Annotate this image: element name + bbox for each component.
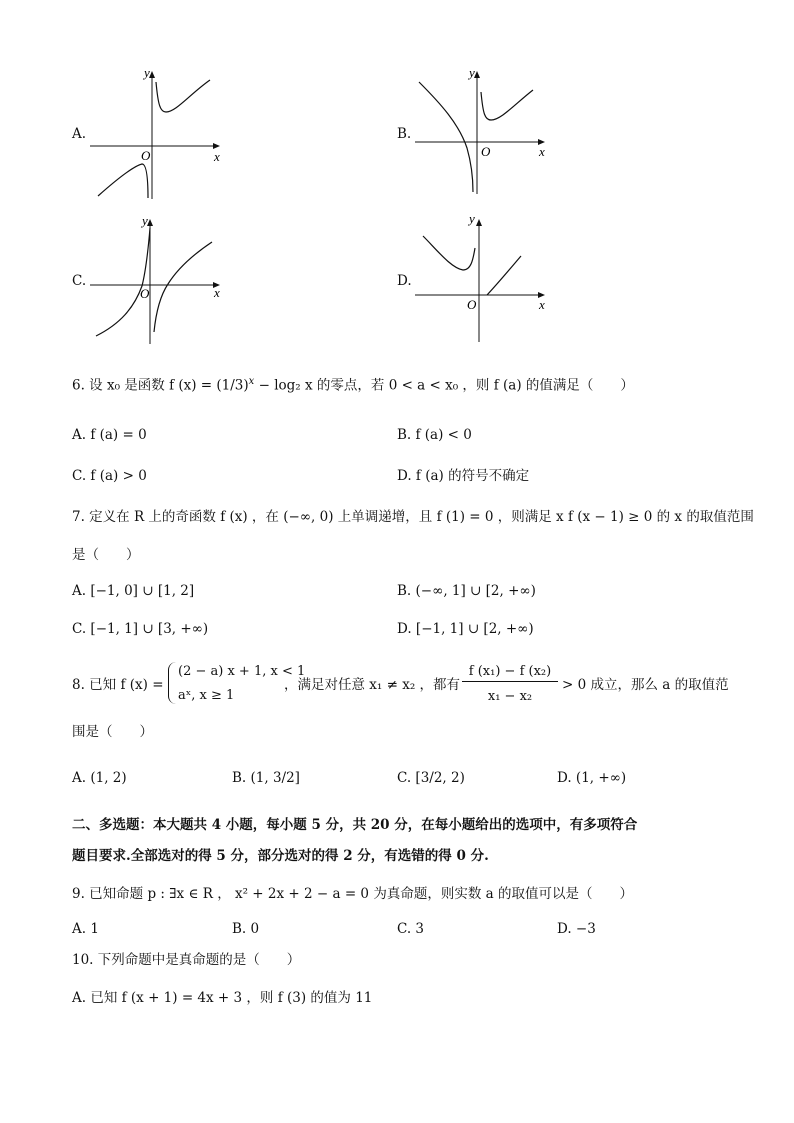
q6-stem-part1: 6. 设 x₀ 是函数 f (x) = (1/3) <box>72 377 249 394</box>
q9-option-b: B. 0 <box>232 921 260 937</box>
option-c-label: C. <box>72 273 87 289</box>
q10-stem: 10. 下列命题中是真命题的是（ ） <box>72 952 301 968</box>
q8-stem-part1: 8. 已知 f (x) = <box>72 677 164 693</box>
section2-heading-line2: 题目要求.全部选对的得 5 分，部分选对的得 2 分，有选错的得 0 分. <box>72 848 489 864</box>
q9-option-d: D. −3 <box>557 921 596 937</box>
q10-option-a: A. 已知 f (x + 1) = 4x + 3 ，则 f (3) 的值为 11 <box>72 990 373 1006</box>
q8-case1: (2 − a) x + 1, x < 1 <box>178 664 306 679</box>
q7-option-d: D. [−1, 1] ∪ [2, +∞) <box>397 621 534 637</box>
q6-option-a: A. f (a) = 0 <box>72 427 147 443</box>
q9-option-c: C. 3 <box>397 921 425 937</box>
y-axis-label: y <box>469 211 475 226</box>
y-axis-label: y <box>142 213 148 228</box>
q6-option-c: C. f (a) > 0 <box>72 468 147 484</box>
origin-label: O <box>481 144 491 159</box>
option-d-label: D. <box>397 273 412 289</box>
graph-d <box>415 212 555 356</box>
q9-option-a: A. 1 <box>72 921 99 937</box>
q6-option-d: D. f (a) 的符号不确定 <box>397 468 530 484</box>
curve-branch-right <box>481 90 533 120</box>
q6-option-b: B. f (a) < 0 <box>397 427 472 443</box>
q8-stem-line2: 围是（ ） <box>72 724 153 740</box>
q7-option-c: C. [−1, 1] ∪ [3, +∞) <box>72 621 209 637</box>
q7-stem-line2: 是（ ） <box>72 547 140 563</box>
x-axis-label: x <box>214 285 220 300</box>
q8-case2: aˣ, x ≥ 1 <box>178 688 235 703</box>
q8-option-c: C. [3/2, 2) <box>397 770 465 786</box>
graph-c <box>90 212 230 356</box>
x-axis-label: x <box>539 144 545 159</box>
curve-branch-left <box>98 164 148 198</box>
y-axis-label: y <box>469 65 475 80</box>
q8-option-d: D. (1, +∞) <box>557 770 627 786</box>
q8-option-b: B. (1, 3/2] <box>232 770 300 786</box>
origin-label: O <box>141 148 151 163</box>
q9-stem: 9. 已知命题 p : ∃x ∈ R ， x² + 2x + 2 − a = 0 为真命题，则实数 a 的取值可以是（ ） <box>72 886 633 902</box>
x-axis-label: x <box>539 297 545 312</box>
curve-branch-right <box>156 80 210 112</box>
q8-stem-part2: ，满足对任意 x₁ ≠ x₂ ，都有 <box>284 677 461 693</box>
origin-label: O <box>140 286 150 301</box>
q8-fraction-denominator: x₁ − x₂ <box>487 689 533 704</box>
curve-branch-left <box>423 236 475 270</box>
q6-stem-part2: − log₂ x 的零点，若 0 < a < x₀ ，则 f (a) 的值满足（ ） <box>254 377 634 394</box>
option-a-label: A. <box>72 126 87 142</box>
y-axis-label: y <box>144 65 150 80</box>
curve-branch-right <box>154 242 212 332</box>
x-axis-label: x <box>214 149 220 164</box>
graph-a <box>90 64 230 208</box>
curve-branch-right <box>487 256 521 295</box>
q6-stem-exponent: x <box>248 376 255 387</box>
q8-fraction-numerator: f (x₁) − f (x₂) <box>462 663 558 682</box>
curve-branch-left <box>96 228 150 336</box>
q8-stem-part3: > 0 成立，那么 a 的取值范 <box>562 677 729 693</box>
q7-stem-line1: 7. 定义在 R 上的奇函数 f (x) ，在 (−∞, 0) 上单调递增，且 f (1) = 0 ，则满足 x f (x − 1) ≥ 0 的 x 的取值范围 <box>72 509 754 525</box>
curve-branch-left <box>419 82 473 192</box>
origin-label: O <box>467 297 477 312</box>
q6-stem <box>72 372 634 396</box>
option-b-label: B. <box>397 126 412 142</box>
q7-option-a: A. [−1, 0] ∪ [1, 2] <box>72 583 195 599</box>
section2-heading-line1: 二、多选题：本大题共 4 小题，每小题 5 分，共 20 分，在每小题给出的选项中，有多项符合 <box>72 817 638 833</box>
q8-option-a: A. (1, 2) <box>72 770 127 786</box>
graph-b <box>415 64 555 208</box>
q7-option-b: B. (−∞, 1] ∪ [2, +∞) <box>397 583 536 599</box>
q8-brace <box>168 662 177 704</box>
